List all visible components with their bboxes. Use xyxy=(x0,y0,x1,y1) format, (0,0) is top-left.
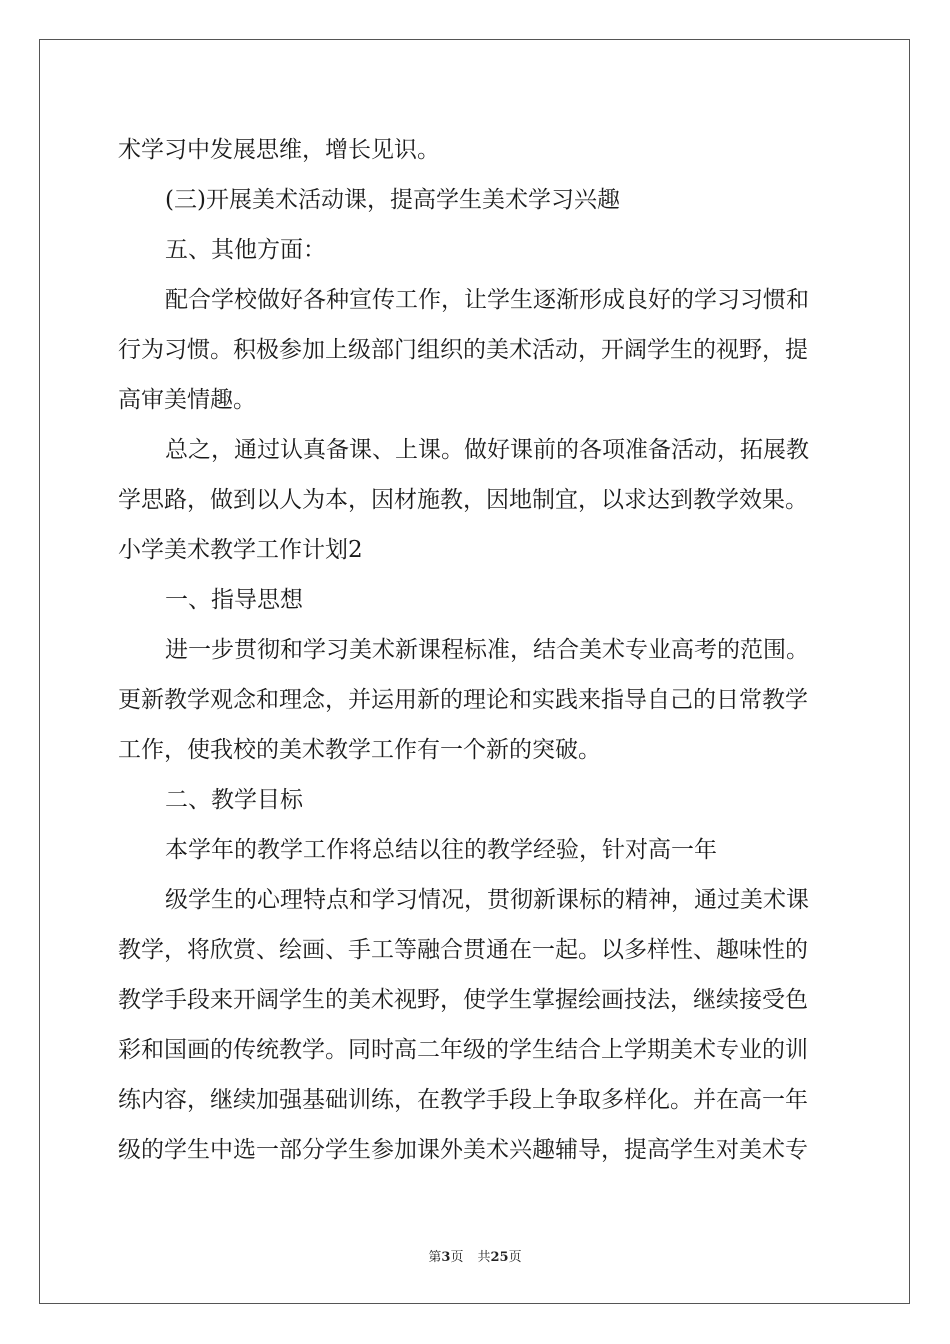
total-prefix: 共 xyxy=(477,1250,491,1265)
page-unit: 页 xyxy=(450,1250,464,1265)
text-line: 练内容，继续加强基础训练，在教学手段上争取多样化。并在高一年 xyxy=(118,1087,808,1113)
text-line: 教学手段来开阔学生的美术视野，使学生掌握绘画技法，继续接受色 xyxy=(118,987,808,1013)
page-prefix: 第 xyxy=(428,1250,442,1265)
text-line: 更新教学观念和理念，并运用新的理论和实践来指导自己的日常教学 xyxy=(118,687,808,713)
page-current: 3 xyxy=(441,1250,451,1265)
text-line: 本学年的教学工作将总结以往的教学经验，针对高一年 xyxy=(165,837,717,863)
text-line: 彩和国画的传统教学。同时高二年级的学生结合上学期美术专业的训 xyxy=(118,1037,808,1063)
section-heading: 小学美术教学工作计划2 xyxy=(118,537,363,563)
text-line: 总之，通过认真备课、上课。做好课前的各项准备活动，拓展教 xyxy=(165,437,809,463)
page-footer xyxy=(0,1246,950,1265)
text-line: 行为习惯。积极参加上级部门组织的美术活动，开阔学生的视野，提 xyxy=(118,337,808,363)
text-line: 二、教学目标 xyxy=(165,787,303,813)
text-line: 教学，将欣赏、绘画、手工等融合贯通在一起。以多样性、趣味性的 xyxy=(118,937,808,963)
text-line: 高审美情趣。 xyxy=(118,387,256,413)
page-total: 25 xyxy=(490,1250,509,1265)
text-line: 学思路，做到以人为本，因材施教，因地制宜，以求达到教学效果。 xyxy=(118,487,808,513)
text-line: 级的学生中选一部分学生参加课外美术兴趣辅导，提高学生对美术专 xyxy=(118,1137,808,1163)
text-line: 五、其他方面： xyxy=(165,237,326,263)
text-line: 进一步贯彻和学习美术新课程标准，结合美术专业高考的范围。 xyxy=(165,637,809,663)
total-unit: 页 xyxy=(508,1250,522,1265)
text-line: 一、指导思想 xyxy=(165,587,303,613)
text-line: (三)开展美术活动课，提高学生美术学习兴趣 xyxy=(165,187,620,213)
text-line: 级学生的心理特点和学习情况，贯彻新课标的精神，通过美术课 xyxy=(165,887,809,913)
text-line: 工作，使我校的美术教学工作有一个新的突破。 xyxy=(118,737,601,763)
text-line: 配合学校做好各种宣传工作，让学生逐渐形成良好的学习习惯和 xyxy=(165,287,809,313)
text-line: 术学习中发展思维，增长见识。 xyxy=(118,137,440,163)
